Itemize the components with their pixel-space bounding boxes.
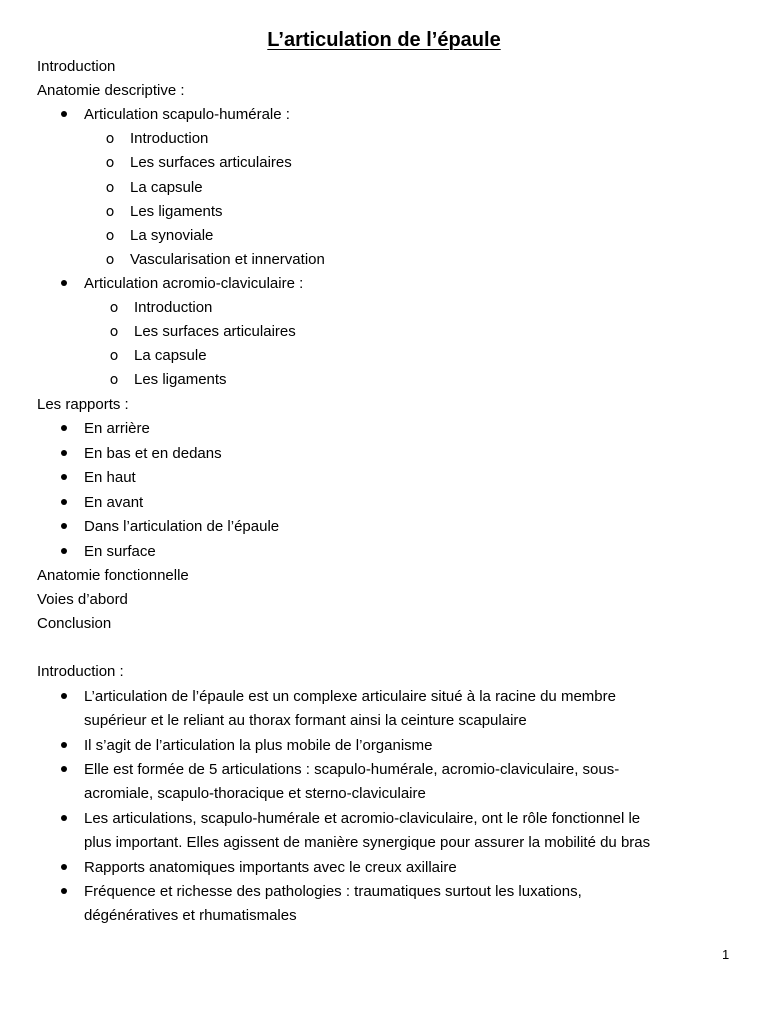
bullet-dot-icon (59, 540, 69, 564)
bullet-dot-icon (59, 515, 69, 539)
bullet-dot-icon (59, 758, 69, 782)
sub-list-item-text: La capsule (130, 179, 203, 196)
circle-bullet-icon: o (105, 155, 115, 171)
list-item-text: En bas et en dedans (84, 445, 222, 462)
sub-list-item-text: Introduction (134, 299, 213, 316)
sub-list-item-text: Les ligaments (130, 203, 223, 220)
list-item-text: Dans l’articulation de l’épaule (84, 518, 280, 535)
list-item-text: En avant (84, 494, 144, 511)
paragraph-line: Rapports anatomiques importants avec le creux axillaire (84, 859, 457, 876)
circle-bullet-icon: o (105, 131, 115, 147)
sub-list-item-text: La capsule (134, 347, 207, 364)
document-title: L’articulation de l’épaule (267, 29, 501, 51)
paragraph-line: supérieur et le reliant au thorax formant ainsi la ceinture scapulaire (84, 712, 527, 729)
paragraph-line: plus important. Elles agissent de manière synergique pour assurer la mobilité du bras (84, 834, 651, 851)
outline-conclusion-text: Conclusion (37, 615, 112, 632)
circle-bullet-icon: o (109, 372, 119, 388)
paragraph-line: dégénératives et rhumatismales (84, 907, 297, 924)
circle-bullet-icon: o (105, 180, 115, 196)
paragraph-line: L’articulation de l’épaule est un complexe articulaire situé à la racine du membre (84, 688, 616, 705)
bullet-dot-icon (59, 417, 69, 441)
list-item-text: En surface (84, 543, 156, 560)
circle-bullet-icon: o (109, 324, 119, 340)
bullet-dot-icon (59, 734, 69, 758)
sub-list-item-text: Les surfaces articulaires (134, 323, 296, 340)
page-number: 1 (722, 947, 730, 962)
bullet-dot-icon (59, 442, 69, 466)
circle-bullet-icon: o (105, 204, 115, 220)
paragraph-line: Les articulations, scapulo-humérale et acromio-claviculaire, ont le rôle fonctionnel le (84, 810, 641, 827)
list-item-text: Articulation acromio-claviculaire : (84, 275, 304, 292)
paragraph-line: Elle est formée de 5 articulations : scapulo-humérale, acromio-claviculaire, sous- (84, 761, 620, 778)
list-item-text: Articulation scapulo-humérale : (84, 106, 290, 123)
circle-bullet-icon: o (105, 252, 115, 268)
outline-anatomie-fonctionnelle-text: Anatomie fonctionnelle (37, 567, 189, 584)
list-item-text: En haut (84, 469, 136, 486)
bullet-dot-icon (59, 685, 69, 709)
sub-list-item-text: Les ligaments (134, 371, 227, 388)
section-heading-text: Introduction : (37, 663, 124, 680)
sub-list-item-text: Les surfaces articulaires (130, 154, 292, 171)
bullet-dot-icon (59, 466, 69, 490)
paragraph-line: acromiale, scapulo-thoracique et sterno-claviculaire (84, 785, 426, 802)
outline-introduction-text: Introduction (37, 58, 116, 75)
sub-list-item-text: Vascularisation et innervation (130, 251, 325, 268)
outline-anatomie-descriptive-text: Anatomie descriptive : (37, 82, 185, 99)
bullet-dot-icon (59, 807, 69, 831)
list-item-text: En arrière (84, 420, 150, 437)
sub-list-item-text: La synoviale (130, 227, 214, 244)
bullet-dot-icon (59, 856, 69, 880)
paragraph-line: Il s’agit de l’articulation la plus mobile de l’organisme (84, 737, 433, 754)
paragraph-line: Fréquence et richesse des pathologies : traumatiques surtout les luxations, (84, 883, 582, 900)
sub-list-item-text: Introduction (130, 130, 209, 147)
circle-bullet-icon: o (109, 300, 119, 316)
bullet-dot-icon (59, 272, 69, 296)
bullet-dot-icon (59, 491, 69, 515)
bullet-dot-icon (59, 103, 69, 127)
outline-rapports-text: Les rapports : (37, 396, 129, 413)
circle-bullet-icon: o (109, 348, 119, 364)
outline-voies-abord-text: Voies d’abord (37, 591, 128, 608)
bullet-dot-icon (59, 880, 69, 904)
circle-bullet-icon: o (105, 228, 115, 244)
